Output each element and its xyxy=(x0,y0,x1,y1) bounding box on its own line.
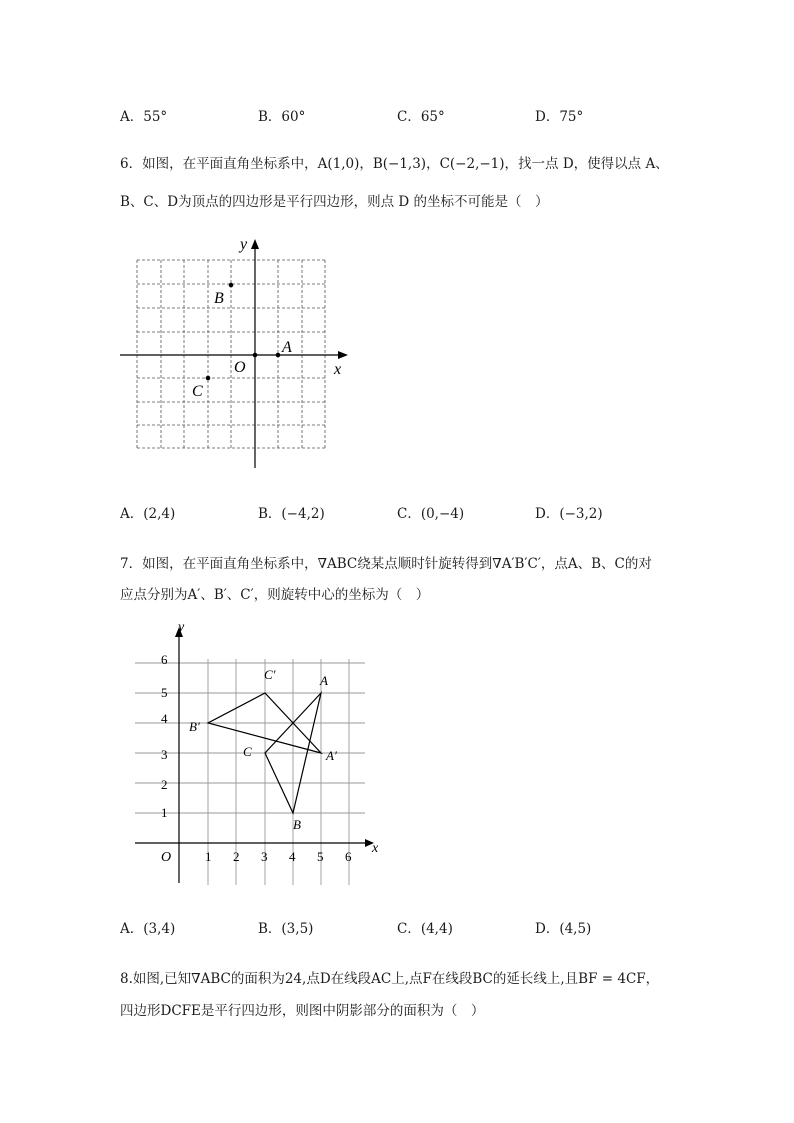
q7-x-tick-1: 1 xyxy=(205,849,212,864)
q7-x-tick-3: 3 xyxy=(261,849,268,864)
q5-option-a: A．55° xyxy=(120,109,168,125)
q7-stem-line2: 应点分别为A′、B′、C′，则旋转中心的坐标为（ ） xyxy=(120,587,430,603)
q7-y-label: y xyxy=(178,620,185,635)
q6-origin-dot xyxy=(253,353,258,358)
q7-x-tick-6: 6 xyxy=(345,849,352,864)
q6-y-arrow xyxy=(251,239,259,249)
q7-point-c-label: C xyxy=(243,744,252,759)
q5-option-d: D．75° xyxy=(535,109,584,125)
q7-option-d: D．(4,5) xyxy=(535,921,592,937)
q6-stem-line2: B、C、D为顶点的四边形是平行四边形，则点 D 的坐标不可能是（ ） xyxy=(120,194,549,210)
q7-x-tick-4: 4 xyxy=(289,849,296,864)
q6-x-label: x xyxy=(334,361,342,378)
q6-grid xyxy=(137,260,325,448)
q7-y-tick-4: 4 xyxy=(161,711,168,726)
q7-option-b: B．(3,5) xyxy=(258,921,314,937)
q5-option-c: C．65° xyxy=(397,109,445,125)
q7-x-tick-2: 2 xyxy=(233,849,240,864)
q7-coordinate-figure xyxy=(125,617,395,887)
q6-option-d: D．(−3,2) xyxy=(535,506,603,522)
q6-point-a xyxy=(276,353,281,358)
q7-x-tick-5: 5 xyxy=(317,849,324,864)
q8-stem-line1: 8.如图,已知∇ABC的面积为24,点D在线段AC上,点F在线段BC的延长线上,且BF = 4CF， xyxy=(120,971,660,987)
q7-origin-label: O xyxy=(161,850,172,865)
q6-option-b: B．(−4,2) xyxy=(258,506,325,522)
q7-point-c-prime-label: C′ xyxy=(264,667,276,682)
q7-y-tick-2: 2 xyxy=(161,777,168,792)
q7-y-tick-6: 6 xyxy=(161,652,168,667)
q7-x-label: x xyxy=(372,841,379,856)
q7-stem-line1: 7．如图，在平面直角坐标系中，∇ABC绕某点顺时针旋转得到∇A′B′C′，点A、B、C的对 xyxy=(120,556,652,572)
q6-stem-line1: 6．如图，在平面直角坐标系中，A(1,0)，B(−1,3)，C(−2,−1)，找一点 D，使得以点 A、 xyxy=(120,156,669,172)
q6-origin-label: O xyxy=(234,359,246,376)
q7-point-a-prime-label: A′ xyxy=(326,748,337,763)
q6-coordinate-figure xyxy=(110,228,360,478)
q6-option-c: C．(0,−4) xyxy=(397,506,465,522)
q6-point-c xyxy=(206,376,211,381)
q7-point-b-prime-label: B′ xyxy=(189,719,200,734)
q6-x-arrow xyxy=(338,351,348,359)
q7-y-tick-5: 5 xyxy=(161,685,168,700)
q8-stem-line2: 四边形DCFE是平行四边形，则图中阴影部分的面积为（ ） xyxy=(120,1003,485,1019)
q6-y-label: y xyxy=(240,236,248,253)
q7-point-b-label: B xyxy=(293,817,301,832)
q6-point-b xyxy=(229,283,234,288)
q6-point-c-label: C xyxy=(192,383,203,400)
q7-point-a-label: A xyxy=(320,673,328,688)
q7-y-tick-3: 3 xyxy=(161,747,168,762)
q5-option-b: B．60° xyxy=(258,109,306,125)
q6-option-a: A．(2,4) xyxy=(120,506,176,522)
q7-option-c: C．(4,4) xyxy=(397,921,453,937)
q6-point-b-label: B xyxy=(214,290,224,307)
q7-option-a: A．(3,4) xyxy=(120,921,176,937)
q6-point-a-label: A xyxy=(282,339,292,356)
q7-y-tick-1: 1 xyxy=(161,805,168,820)
